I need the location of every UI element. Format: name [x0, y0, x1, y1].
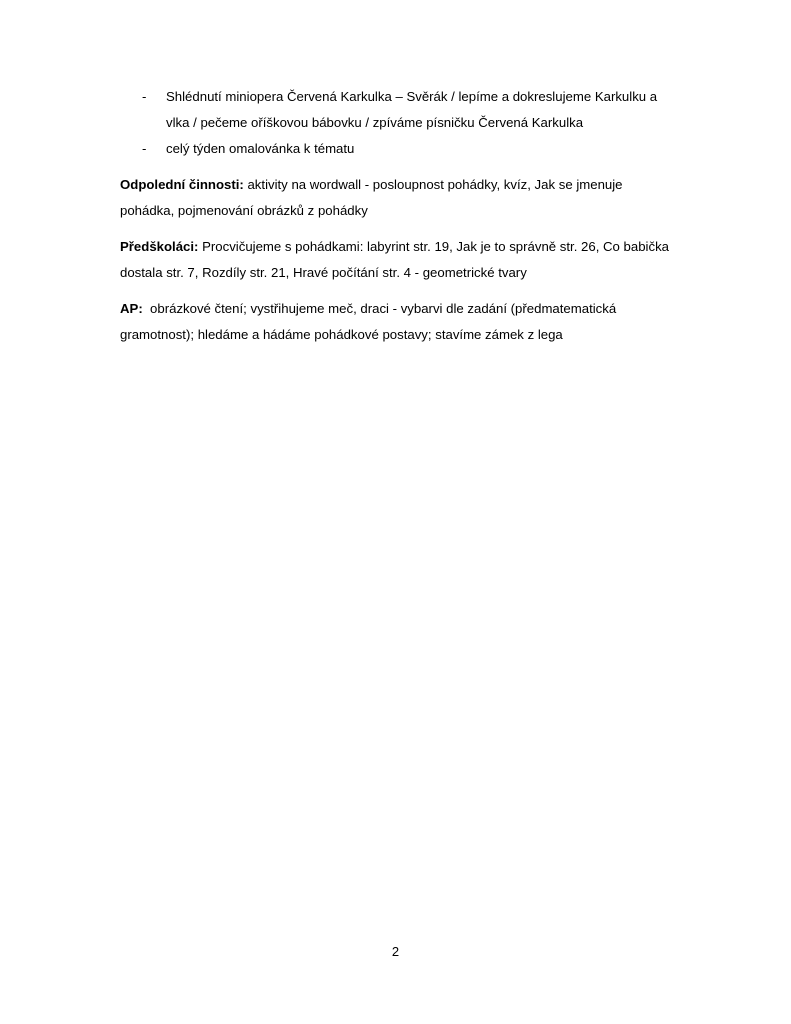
- page-content: [120, 84, 680, 358]
- paragraph-text: obrázkové čtení; vystřihujeme meč, draci - vybarvi dle zadání (předmatematická gramotnost); hledáme a hádáme pohádkové postavy; stavíme zámek z lega: [120, 301, 620, 342]
- dash-marker: -: [142, 141, 147, 156]
- afternoon-activities-paragraph: [120, 172, 680, 224]
- paragraph-text: aktivity na wordwall - posloupnost pohádky, kvíz, Jak se jmenuje pohádka, pojmenování obrázků z pohádky: [120, 177, 623, 218]
- list-item: [120, 84, 680, 136]
- paragraph-label: AP:: [120, 301, 143, 316]
- activity-list: [120, 84, 680, 162]
- list-item: [120, 136, 680, 162]
- ap-paragraph: [120, 296, 680, 348]
- page-number: 2: [391, 944, 400, 959]
- paragraph-label: Odpolední činnosti:: [120, 177, 244, 192]
- preschoolers-paragraph: [120, 234, 680, 286]
- dash-marker: -: [142, 89, 147, 104]
- paragraph-label: Předškoláci:: [120, 239, 199, 254]
- list-item-text: Shlédnutí miniopera Červená Karkulka – Svěrák / lepíme a dokreslujeme Karkulku a vlka / pečeme oříškovou bábovku / zpíváme písničku Červená Karkulka: [166, 89, 658, 130]
- list-item-text: celý týden omalovánka k tématu: [166, 141, 355, 156]
- paragraph-text: Procvičujeme s pohádkami: labyrint str. 19, Jak je to správně str. 26, Co babička dostala str. 7, Rozdíly str. 21, Hravé počítání str. 4 - geometrické tvary: [120, 239, 670, 280]
